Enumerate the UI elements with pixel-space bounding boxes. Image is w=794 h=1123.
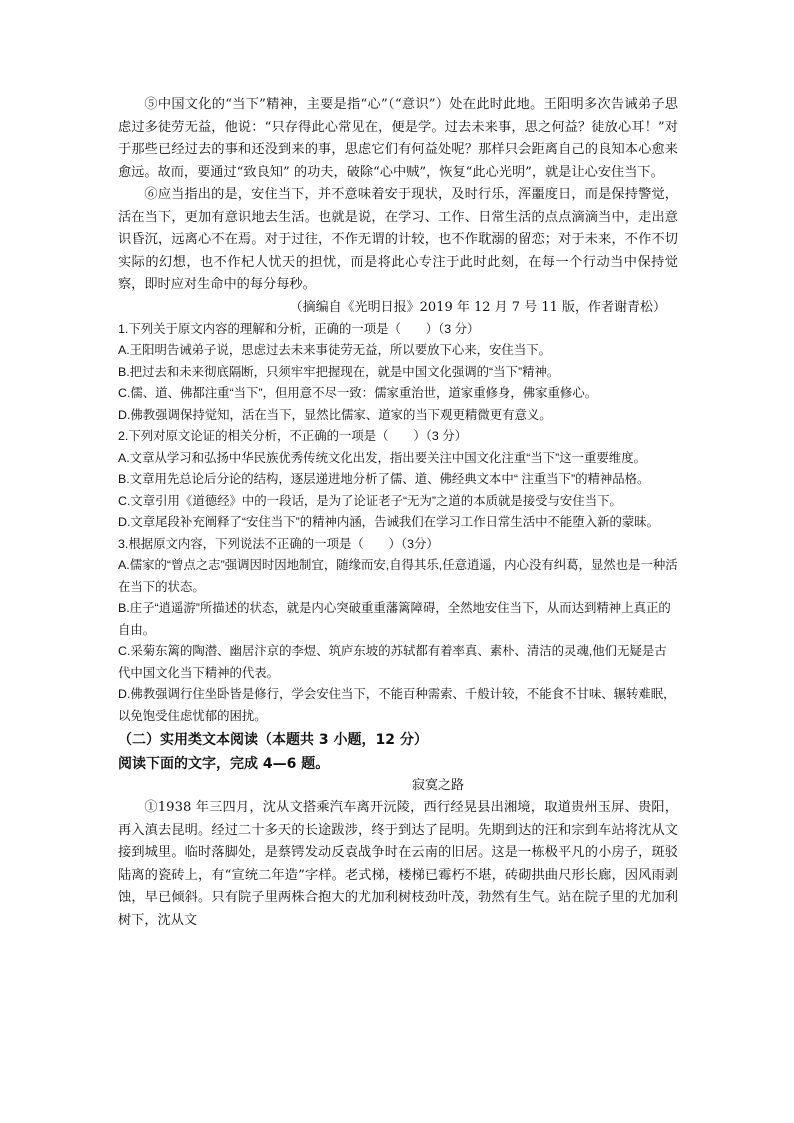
article-title: 寂寞之路 [411, 778, 464, 793]
passage-paragraph-5: ⑤中国文化的“当下”精神，主要是指“心”（“意识”）处在此时此地。王阳明多次告诫弟子思虑过多徒劳无益，他说：“只存得此心常见在，便是学。过去未来事，思之何益？徒放心耳！”对于那些已经过去的事和还没到来的事，思虑它们有何益处呢？那样只会距离自己的良知本心愈来愈远。故而，要通过“致良知” 的功夫，破除“心中贼”，恢复“此心光明”，就是让心安住当下。 [118, 97, 678, 180]
question-option: A.王阳明告诫弟子说，思虑过去未来事徒劳无益，所以要放下心来，安住当下。 [118, 343, 551, 357]
question-option: C.采菊东篱的陶潜、幽居汴京的李煜、筑庐东坡的苏轼都有着率真、素朴、清洁的灵魂,他们无疑是古代中国文化当下精神的代表。 [118, 644, 667, 680]
source-citation: （摘编自《光明日报》2019 年 12 月 7 号 11 版，作者谢青松） [289, 299, 666, 315]
question-option: C.儒、道、佛都注重“当下”，但用意不尽一致：儒家重治世，道家重修身，佛家重修心。 [118, 386, 598, 400]
question-option: D.佛教强调行住坐卧皆是修行，学会安住当下，不能百种需索、千般计较，不能食不甘味、辗转难眠，以免饱受住虑忧郁的困扰。 [118, 687, 676, 723]
question-option: C.文章引用《道德经》中的一段话，是为了论证老子“无为”之道的本质就是接受与安住当下。 [118, 493, 622, 508]
section-title: （二）实用类文本阅读（本题共 3 小题，12 分） [118, 732, 428, 748]
question-option: A.文章从学习和弘扬中华民族优秀传统文化出发，指出要关注中国文化注重“当下”这一重要维度。 [118, 450, 646, 465]
question-stem: 3.根据原文内容，下列说法不正确的一项是（ ）（3分） [118, 536, 439, 551]
question-2 [118, 426, 678, 534]
passage-paragraph-6: ⑥应当指出的是，安住当下，并不意味着安于现状，及时行乐，浑噩度日，而是保持警觉，活在当下，更加有意识地去生活。也就是说，在学习、工作、日常生活的点点滴滴当中，走出意识昏沉，远离心不在焉。对于过往，不作无谓的计较，也不作耽溺的留恋；对于未来，不作不切实际的幻想，也不作杞人忧天的担忧，而是将此心专注于此时此刻，在每一个行动当中保持觉察，即时应对生命中的每分每秒。 [118, 187, 678, 292]
question-3 [118, 534, 678, 728]
question-option: D.文章尾段补充阐释了“安住当下”的精神内涵，告诫我们在学习工作日常生活中不能堕入新的蒙昧。 [118, 515, 660, 529]
question-option: B.把过去和未来彻底隔断，只须牢牢把握现在，就是中国文化强调的“当下”精神。 [118, 364, 560, 379]
question-option: A.儒家的“曾点之志”强调因时因地制宜，随缘而安,自得其乐,任意逍遥，内心没有纠葛，显然也是一种活在当下的状态。 [118, 558, 678, 594]
question-option: B.庄子“逍遥游”所描述的状态，就是内心突破重重藩篱障碍，全然地安住当下，从而达到精神上真正的自由。 [118, 601, 671, 637]
article-paragraph-1: ①1938 年三四月，沈从文搭乘汽车离开沅陵，西行经晃县出湘境，取道贵州玉屏、贵阳，再入滇去昆明。经过二十多天的长途跋涉，终于到达了昆明。先期到达的汪和宗到车站将沈从文接到城里。临时落脚处，是蔡锷发动反袁战争时在云南的旧居。这是一栋极平凡的小房子，斑驳陆离的瓷砖上，有“宣统二年造”字样。老式梯，楼梯已霉朽不堪，砖砌拱曲尺形长廊，因风雨剥蚀，早已倾斜。只有院子里两株合抱大的尤加利树枝劲叶茂，勃然有生气。站在院子里的尤加利树下，沈从文 [118, 800, 678, 928]
question-stem: 1.下列关于原文内容的理解和分析，正确的一项是（ ）（3 分） [118, 321, 480, 336]
question-1 [118, 319, 678, 427]
page-content [118, 94, 678, 932]
question-option: B.文章用先总论后分论的结构，逐层递进地分析了儒、道、佛经典文本中“ 注重当下”的精神品格。 [118, 472, 650, 486]
question-stem: 2.下列对原文论证的相关分析，不正确的一项是（ ）（3 分） [118, 429, 468, 443]
question-option: D.佛教强调保持觉知，活在当下，显然比儒家、道家的当下观更精微更有意义。 [118, 407, 552, 422]
section-instruction: 阅读下面的文字，完成 4—6 题。 [118, 756, 330, 772]
